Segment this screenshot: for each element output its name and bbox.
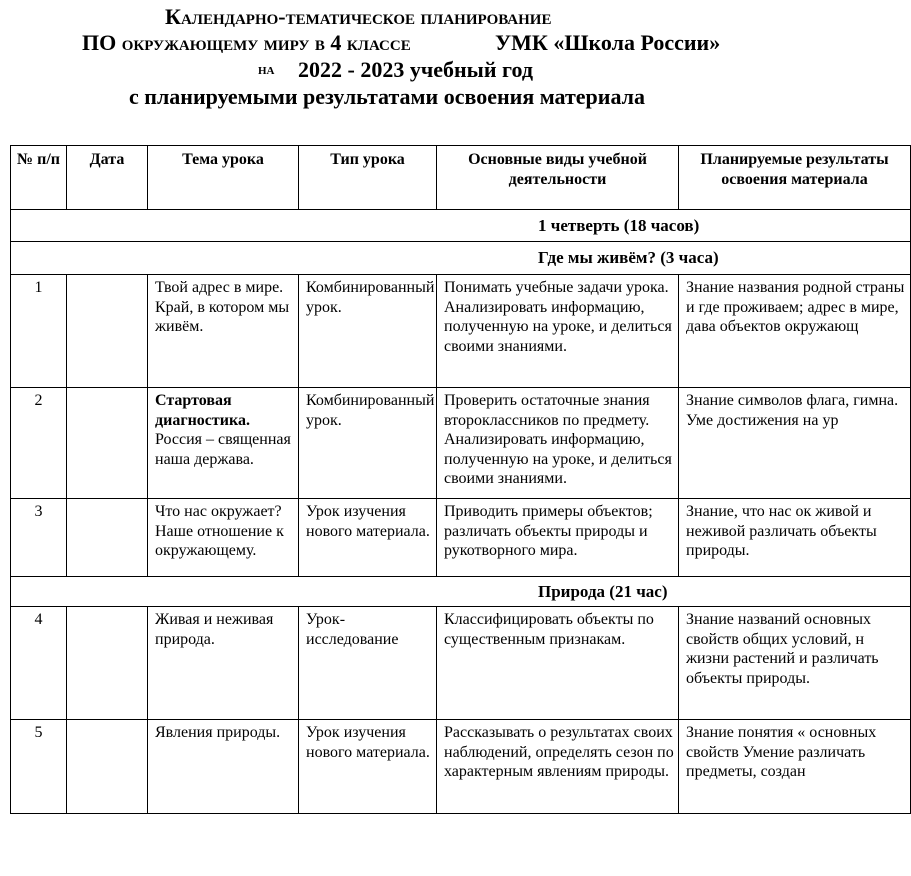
table-row: [11, 388, 911, 499]
cell-result: Знание названия родной страны и где проживаем; адрес в мире, дава объектов окружающ: [679, 275, 911, 388]
cell-activity: Классифицировать объекты по существенным признакам.: [437, 607, 679, 720]
cell-number: 5: [11, 720, 67, 814]
header-date: Дата: [67, 146, 148, 210]
section-row-quarter: [11, 210, 911, 242]
cell-number: 2: [11, 388, 67, 499]
header-number: № п/п: [11, 146, 67, 210]
section-title: Природа (21 час): [11, 577, 911, 607]
cell-date: [67, 499, 148, 577]
cell-date: [67, 607, 148, 720]
table-row: [11, 275, 911, 388]
cell-topic: Что нас окружает? Наше отношение к окружающему.: [148, 499, 299, 577]
cell-topic: Твой адрес в мире. Край, в котором мы живём.: [148, 275, 299, 388]
title-heading: Календарно-тематическое планирование: [165, 4, 552, 29]
cell-lesson-type: Урок изучения нового материала.: [299, 720, 437, 814]
cell-date: [67, 720, 148, 814]
cell-activity: Проверить остаточные знания второклассников по предмету. Анализировать информацию, полученную на уроке, и делиться своими знаниями.: [437, 388, 679, 499]
section-row-unit: [11, 242, 911, 275]
section-row-unit: [11, 577, 911, 607]
cell-activity: Рассказывать о результатах своих наблюдений, определять сезон по характерным явлениям природы.: [437, 720, 679, 814]
title-school-year: 2022 - 2023 учебный год: [298, 57, 533, 82]
lesson-plan-table: [10, 145, 911, 814]
cell-date: [67, 275, 148, 388]
cell-lesson-type: Комбинированный урок.: [299, 388, 437, 499]
cell-topic: Живая и неживая природа.: [148, 607, 299, 720]
cell-result: Знание, что нас ок живой и неживой различать объекты природы.: [679, 499, 911, 577]
cell-topic: [148, 388, 299, 499]
cell-activity: Приводить примеры объектов; различать объекты природы и рукотворного мира.: [437, 499, 679, 577]
header-lesson-type: Тип урока: [299, 146, 437, 210]
cell-number: 1: [11, 275, 67, 388]
cell-result: Знание понятия « основных свойств Умение различать предметы, создан: [679, 720, 911, 814]
cell-number: 3: [11, 499, 67, 577]
header-results: Планируемые результаты освоения материала: [679, 146, 911, 210]
title-subject: ПО окружающему миру в 4 классе: [82, 30, 411, 55]
section-title: Где мы живём? (3 часа): [11, 242, 911, 275]
table-row: [11, 499, 911, 577]
header-activities: Основные виды учебной деятельности: [437, 146, 679, 210]
section-title: 1 четверть (18 часов): [11, 210, 911, 242]
cell-lesson-type: Комбинированный урок.: [299, 275, 437, 388]
cell-activity: Понимать учебные задачи урока. Анализировать информацию, полученную на уроке, и делиться своими знаниями.: [437, 275, 679, 388]
table-header-row: [11, 146, 911, 210]
table-row: [11, 607, 911, 720]
cell-number: 4: [11, 607, 67, 720]
cell-lesson-type: Урок-исследование: [299, 607, 437, 720]
topic-highlight: Стартовая диагностика.: [155, 392, 250, 429]
title-year-prefix: на: [258, 61, 275, 78]
cell-result: Знание названий основных свойств общих условий, н жизни растений и различать объекты природы.: [679, 607, 911, 720]
cell-date: [67, 388, 148, 499]
cell-lesson-type: Урок изучения нового материала.: [299, 499, 437, 577]
cell-topic: Явления природы.: [148, 720, 299, 814]
cell-result: Знание символов флага, гимна. Уме достижения на ур: [679, 388, 911, 499]
title-results: с планируемыми результатами освоения материала: [129, 84, 646, 109]
title-program: УМК «Школа России»: [495, 30, 721, 55]
header-topic: Тема урока: [148, 146, 299, 210]
table-row: [11, 720, 911, 814]
topic-text: Россия – священная наша держава.: [155, 431, 291, 468]
